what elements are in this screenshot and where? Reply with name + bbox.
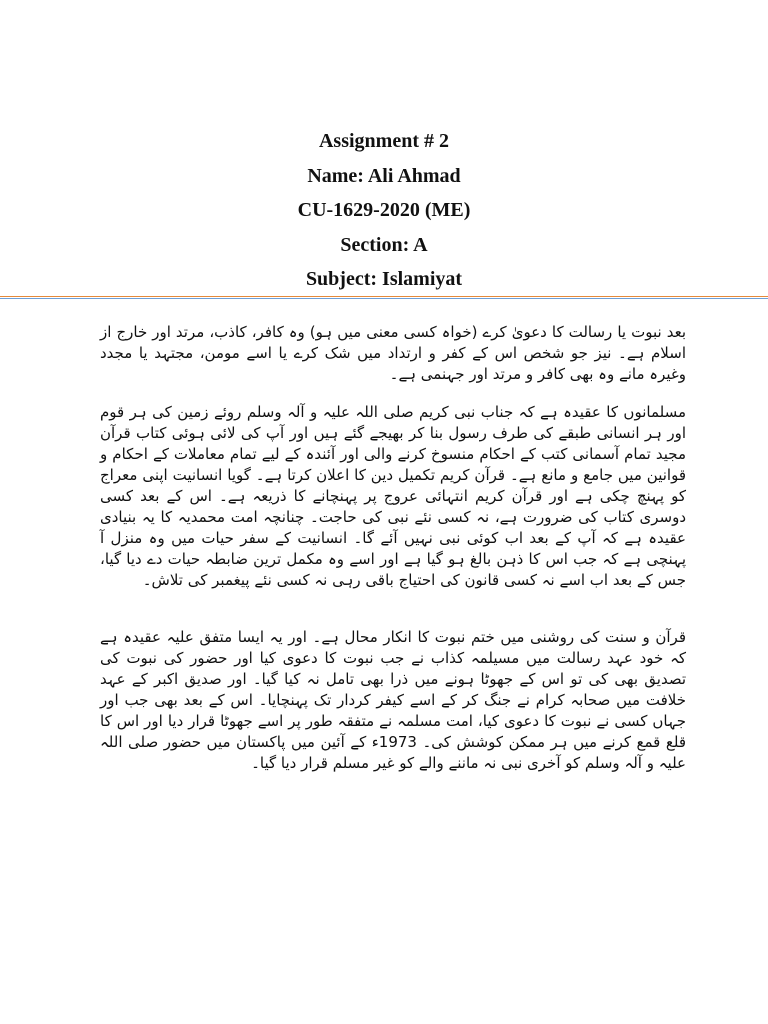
subject-label: Subject: Islamiyat (305, 268, 463, 290)
body-paragraph-3: قرآن و سنت کی روشنی میں ختم نبوت کا انکار محال ہے۔ اور یہ ایسا متفق علیہ عقیدہ ہے کہ خود عہد رسالت میں مسیلمہ کذاب نے جب نبوت کا دعوی کیا اور حضور کی نبوت کی تصدیق بھی کی تو اس کے جھوٹا ہونے میں ذرا بھی تامل نہ کیا گیا۔ اور صدیق اکبر کے عہد خلافت میں صحابہ کرام نے جنگ کر کے اسے کیفر کردار تک پہنچایا۔ اس کے بعد بھی جب اور جہاں کسی نے نبوت کا دعوی کیا، امت مسلمہ نے متفقہ طور پر اسے جھوٹا قرار دیا اور اس کا قلع قمع کرنے میں ہر ممکن کوشش کی۔ 1973ء کے آئین میں پاکستان میں حضور صلی اللہ علیہ و آلہ وسلم کو آخری نبی نہ ماننے والے کو غیر مسلم قرار دیا گیا۔ (100, 628, 686, 772)
divider-line-orange (0, 296, 768, 297)
assignment-header (0, 124, 768, 297)
body-paragraph-2: مسلمانوں کا عقیدہ ہے کہ جناب نبی کریم صلی اللہ علیہ و آلہ وسلم روئے زمین کی ہر قوم اور ہر انسانی طبقے کی طرف رسول بنا کر بھیجے گئے ہیں اور آپ کی لائی ہوئی کتاب قرآن مجید تمام آسمانی کتب کے احکام منسوخ کرنے والی اور آئندہ کے لیے تمام معاملات کے احکام و قوانین میں جامع و مانع ہے۔ قرآن کریم تکمیل دین کا اعلان کرتا ہے۔ گویا انسانیت اپنی معراج کو پہنچ چکی ہے اور قرآن کریم انتہائی عروج پر پہنچانے کا ذریعہ ہے۔ اس کے بعد کسی دوسری کتاب کی ضرورت ہے، نہ کسی نئے نبی کی حاجت۔ چنانچہ امت محمدیہ کا یہ بنیادی عقیدہ ہے کہ آپ کے بعد اب کوئی نبی نہیں آئے گا۔ انسانیت کے سفر حیات میں وہ منزل آ پہنچی ہے کہ جب اس کا ذہن بالغ ہو گیا ہے اور اسے وہ مکمل ترین ضابطہ حیات دے دیا گیا، جس کے بعد اب اسے نہ کسی قانون کی احتیاج باقی رہی نہ کسی نئے پیغمبر کی تلاش۔ (100, 403, 686, 589)
roll-number: CU-1629-2020 (ME) (297, 199, 471, 221)
divider-line-blue (0, 298, 768, 299)
body-paragraph-1: بعد نبوت یا رسالت کا دعویٰ کرے (خواہ کسی معنی میں ہو) وہ کافر، کاذب، مرتد اور خارج از اسلام ہے۔ نیز جو شخص اس کے کفر و ارتداد میں شک کرے یا اسے مومن، مجتہد یا مجدد وغیرہ مانے وہ بھی کافر و مرتد اور جہنمی ہے۔ (100, 323, 686, 383)
section-label: Section: A (340, 233, 428, 256)
student-name: Name: Ali Ahmad (307, 164, 461, 187)
header-divider (0, 296, 768, 299)
assignment-title: Assignment # 2 (318, 130, 449, 152)
